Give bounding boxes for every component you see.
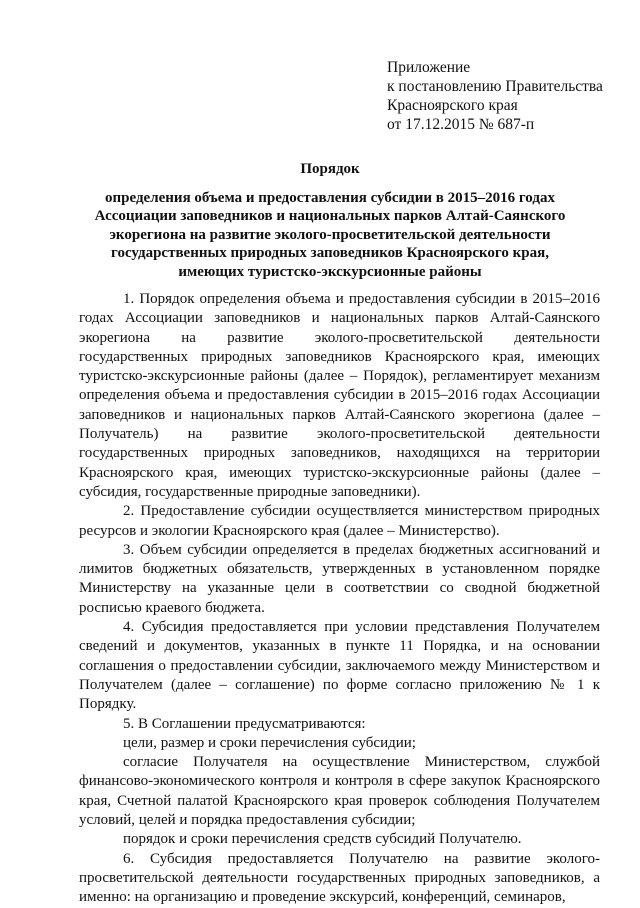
paragraph-6: 6. Субсидия предоставляется Получателю на развитие эколого-просветительской деятельности государственных природных заповедников, а именно: на организацию и проведение экскурсий, конференций, семинаров,	[79, 850, 600, 906]
paragraph-1: 1. Порядок определения объема и предоставления субсидии в 2015–2016 годах Ассоциации заповедников и национальных парков Алтай-Саянского экорегиона на развитие эколого-просветительской деятельности государственных природных заповедников Красноярского края, имеющих туристско-экскурсионные районы (далее – Порядок), регламентирует механизм определения объема и предоставления субсидии в 2015–2016 годах Ассоциации заповедников и национальных парков Алтай-Саянского экорегиона (далее – Получатель) на развитие эколого-просветительской деятельности государственных природных заповедников, находящихся на территории Красноярского края, имеющих туристско-экскурсионные районы (далее – субсидия, государственные природные заповедники).	[79, 291, 600, 500]
appendix-line-4: от 17.12.2015 № 687-п	[387, 116, 535, 133]
title-line-1: определения объема и предоставления субсидии в 2015–2016 годах	[105, 189, 555, 206]
paragraph-4: 4. Субсидия предоставляется при условии представления Получателем сведений и документов, указанных в пункте 11 Порядка, и на основании соглашения о предоставлении субсидии, заключаемого между Министерством и Получателем (далее – соглашение) по форме согласно приложению № 1 к Порядку.	[79, 619, 600, 713]
document-body	[79, 290, 600, 908]
title-line-2: Ассоциации заповедников и национальных парков Алтай-Саянского	[94, 208, 566, 225]
title-line-5: имеющих туристско-экскурсионные районы	[178, 263, 482, 280]
paragraph-5-item-b: согласие Получателя на осуществление Министерством, службой финансово-экономического контроля и контроля в сфере закупок Красноярского края, Счетной палатой Красноярского края проверок соблюдения Получателем условий, целей и порядка предоставления субсидии;	[79, 754, 600, 829]
document-title	[60, 160, 600, 282]
paragraph-2: 2. Предоставление субсидии осуществляется министерством природных ресурсов и экологии Красноярского края (далее – Министерство).	[79, 503, 600, 539]
paragraph-5: 5. В Соглашении предусматриваются:	[123, 715, 366, 732]
appendix-header	[387, 58, 627, 134]
appendix-line-3: Красноярского края	[387, 97, 518, 114]
title-line-3: экорегиона на развитие эколого-просветительской деятельности	[109, 226, 551, 243]
appendix-line-2: к постановлению Правительства	[387, 78, 603, 95]
paragraph-5-item-c: порядок и сроки перечисления средств субсидий Получателю.	[123, 831, 522, 848]
appendix-line-1: Приложение	[387, 59, 471, 76]
paragraph-3: 3. Объем субсидии определяется в пределах бюджетных ассигнований и лимитов бюджетных обязательств, утвержденных в установленном порядке Министерству на указанные цели в соответствии со сводной бюджетной росписью краевого бюджета.	[79, 541, 600, 616]
paragraph-5-item-a: цели, размер и сроки перечисления субсидии;	[123, 734, 416, 751]
title-main: Порядок	[300, 161, 360, 177]
title-line-4: государственных природных заповедников Красноярского края,	[111, 245, 549, 262]
